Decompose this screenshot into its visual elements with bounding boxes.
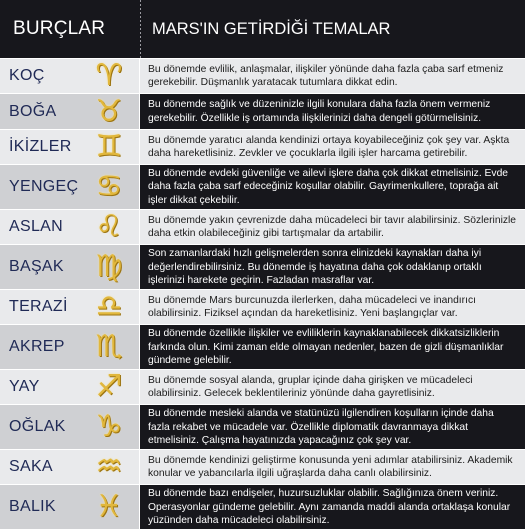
table-row (0, 405, 525, 450)
sign-name: BOĞA (9, 102, 57, 120)
sign-name: TERAZİ (9, 298, 68, 316)
sign-cell (0, 370, 140, 404)
pisces-icon: ♓ (95, 489, 123, 525)
theme-text: Bu dönemde kendinizi geliştirme konusunda yeni adımlar atabilirsiniz. Akademik konular ve yabancılarla ilgili uğraşlarda daha canlı olabilirsiniz. (140, 450, 525, 484)
sign-name: BAŞAK (9, 258, 64, 276)
table-row (0, 130, 525, 165)
sign-name: BALIK (9, 498, 56, 516)
libra-icon: ♎ (95, 289, 123, 325)
theme-text: Son zamanlardaki hızlı gelişmelerden sonra elinizdeki kaynakları daha iyi değerlendirebilirsiniz. Bu dönemde iş hayatına daha çok odaklanıp ortaklı işlerinizi harekete geçirin. Fazladan masraflar var. (140, 245, 525, 289)
sign-name: KOÇ (9, 67, 45, 85)
table-row (0, 290, 525, 325)
sign-name: AKREP (9, 338, 65, 356)
sign-cell (0, 94, 140, 128)
sign-cell (0, 450, 140, 484)
sign-cell (0, 325, 140, 369)
taurus-icon: ♉ (95, 93, 123, 129)
sagittarius-icon: ♐ (95, 369, 123, 405)
sign-name: OĞLAK (9, 418, 66, 436)
theme-text: Bu dönemde yaratıcı alanda kendinizi ortaya koyabileceğiniz çok şey var. Aşkta daha hareketlisiniz. Zevkler ve çocuklarla ilgili işler harcama getirebilir. (140, 130, 525, 164)
table-row (0, 59, 525, 94)
leo-icon: ♌ (95, 209, 123, 245)
table-row (0, 450, 525, 485)
table-row (0, 485, 525, 529)
table-row (0, 370, 525, 405)
theme-text: Bu dönemde sağlık ve düzeninizle ilgili konulara daha fazla önem vermeniz gerekebilir. Özellikle iş ortamında ilişkilerinizi daha dengeli götürmelisiniz. (140, 94, 525, 128)
sign-cell (0, 210, 140, 244)
sign-cell (0, 245, 140, 289)
sign-cell (0, 290, 140, 324)
aries-icon: ♈ (95, 58, 123, 94)
table-row (0, 210, 525, 245)
theme-text: Bu dönemde yakın çevrenizde daha mücadeleci bir tavır alabilirsiniz. Sözlerinizle daha etkin olabileceğiniz gibi tartışmalar da artabilir. (140, 210, 525, 244)
sign-name: SAKA (9, 458, 53, 476)
sign-name: YENGEÇ (9, 178, 79, 196)
sign-cell (0, 130, 140, 164)
theme-text: Bu dönemde Mars burcunuzda ilerlerken, daha mücadeleci ve inandırıcı olabilirsiniz. Fiziksel açından da hareketlisiniz. Yeni başlangıçlar var. (140, 290, 525, 324)
sign-name: YAY (9, 378, 40, 396)
theme-text: Bu dönemde evdeki güvenliğe ve ailevi işlere daha çok dikkat etmelisiniz. Evde daha fazla çaba sarf edeceğiniz koşullar olabilir. Gayrimenkullere, toprağa ait işler dikkat çekebilir. (140, 165, 525, 209)
table-header (0, 0, 525, 59)
sign-cell (0, 405, 140, 449)
table-row (0, 165, 525, 210)
theme-text: Bu dönemde mesleki alanda ve statünüzü ilgilendiren koşulların içinde daha fazla rekabet ve mücadele var. Özellikle diplomatik davranmaya dikkat etmelisiniz. Çalışma hayatınızda yapacağınız çok şey var. (140, 405, 525, 449)
sign-name: İKİZLER (9, 138, 72, 156)
sign-cell (0, 59, 140, 93)
cancer-icon: ♋ (95, 169, 123, 205)
theme-text: Bu dönemde bazı endişeler, huzursuzluklar olabilir. Sağlığınıza önem veriniz. Operasyonlar gündeme gelebilir. Aynı zamanda maddi alanda ortaklaşa konular yüzünden daha mücadeleci olabilirsiniz. (140, 485, 525, 529)
header-signs-label: BURÇLAR (13, 18, 106, 39)
table-row (0, 245, 525, 290)
sign-cell (0, 485, 140, 529)
theme-text: Bu dönemde sosyal alanda, gruplar içinde daha girişken ve mücadeleci olabilirsiniz. Gelecek beklentileriniz yönünde daha gayretlisiniz. (140, 370, 525, 404)
header-themes-label: MARS'IN GETİRDİĞİ TEMALAR (152, 19, 391, 38)
scorpio-icon: ♏ (95, 329, 123, 365)
gemini-icon: ♊ (95, 129, 123, 165)
theme-text: Bu dönemde özellikle ilişkiler ve evliliklerin kaynaklanabilecek dikkatsizliklerin farkında olun. Kimi zaman elde olmayan nedenler, bazen de gizli düşmanlıklar gündeme gelebilir. (140, 325, 525, 369)
capricorn-icon: ♑ (95, 409, 123, 445)
sign-cell (0, 165, 140, 209)
sign-name: ASLAN (9, 218, 63, 236)
table-row (0, 325, 525, 370)
table-row (0, 94, 525, 129)
aquarius-icon: ♒ (95, 449, 123, 485)
theme-text: Bu dönemde evlilik, anlaşmalar, ilişkiler yönünde daha fazla çaba sarf etmeniz gerekebilir. Düşmanlık yaratacak tutumlara dikkat edin. (140, 59, 525, 93)
virgo-icon: ♍ (95, 249, 123, 285)
